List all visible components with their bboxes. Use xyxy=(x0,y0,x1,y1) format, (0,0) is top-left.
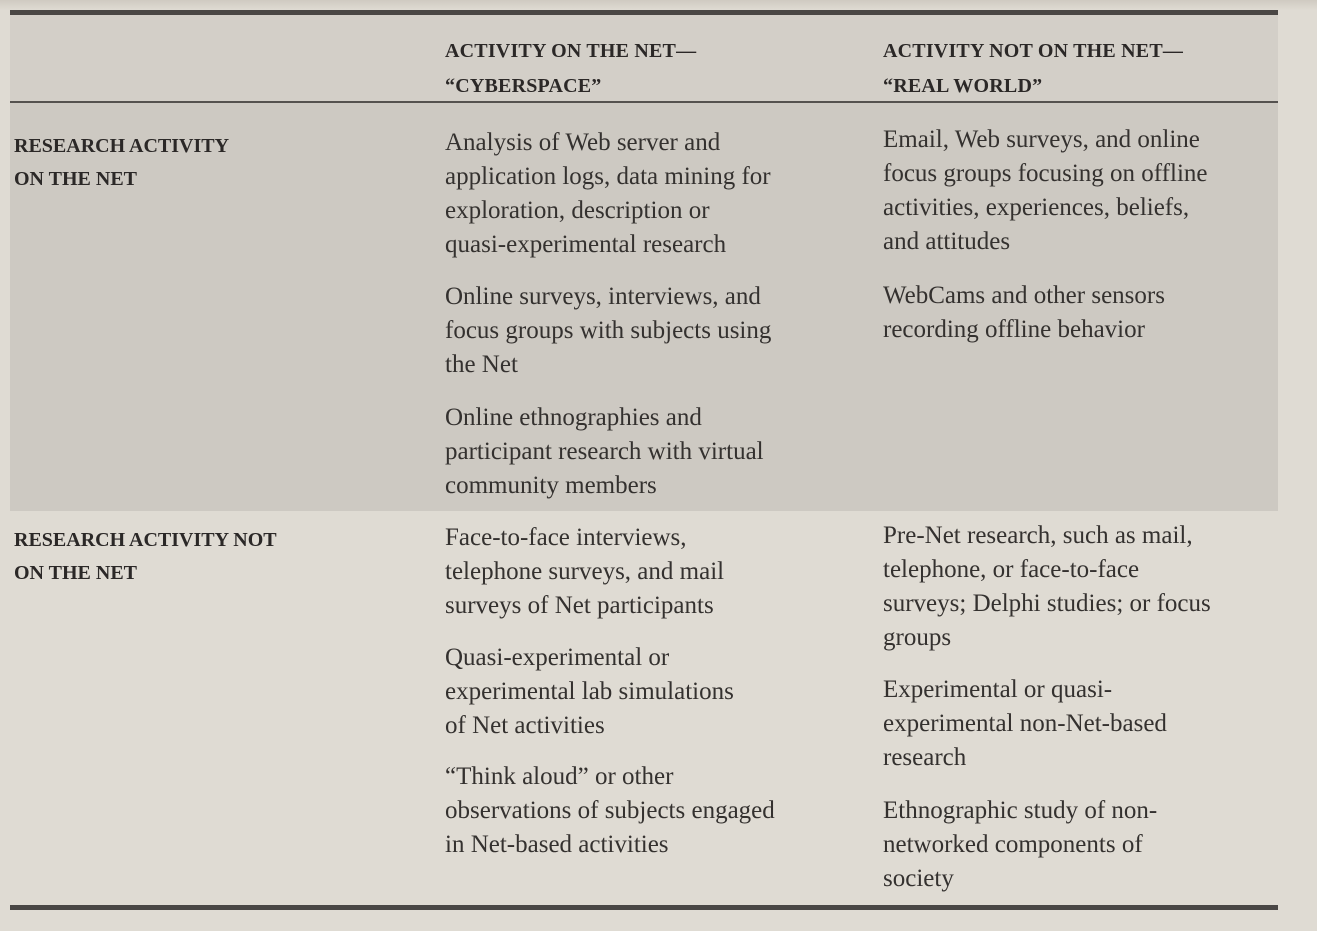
cell-not-on-net-cyberspace-3: “Think aloud” or other observations of subjects engaged in Net-based activities xyxy=(445,763,775,858)
cell-on-net-cyberspace-1: Analysis of Web server and application logs, data mining for exploration, description or quasi-experimental research xyxy=(445,129,771,258)
cell-not-on-net-real-world-1: Pre-Net research, such as mail, telephone, or face-to-face surveys; Delphi studies; or focus groups xyxy=(883,522,1211,651)
cell-not-on-net-cyberspace-2: Quasi-experimental or experimental lab simulations of Net activities xyxy=(445,644,734,739)
cell-on-net-cyberspace-3: Online ethnographies and participant research with virtual community members xyxy=(445,404,764,499)
cell-not-on-net-real-world-3: Ethnographic study of non- networked components of society xyxy=(883,797,1158,892)
table-bottom-rule xyxy=(10,905,1278,910)
cell-not-on-net-cyberspace-1: Face-to-face interviews, telephone surveys, and mail surveys of Net participants xyxy=(445,524,725,619)
row-header-not-on-net: RESEARCH ACTIVITY NOT ON THE NET xyxy=(14,529,277,584)
cell-on-net-real-world-1: Email, Web surveys, and online focus groups focusing on offline activities, experiences, beliefs, and attitudes xyxy=(883,126,1208,255)
row-header-on-net: RESEARCH ACTIVITY ON THE NET xyxy=(14,135,230,190)
page-top-edge xyxy=(0,0,1317,10)
column-header-cyberspace: ACTIVITY ON THE NET— “CYBERSPACE” xyxy=(445,40,697,97)
cell-on-net-real-world-2: WebCams and other sensors recording offline behavior xyxy=(883,282,1165,343)
cell-on-net-cyberspace-2: Online surveys, interviews, and focus groups with subjects using the Net xyxy=(445,283,772,378)
table-top-rule xyxy=(10,10,1278,15)
cell-not-on-net-real-world-2: Experimental or quasi- experimental non-Net-based research xyxy=(883,676,1167,771)
column-header-real-world: ACTIVITY NOT ON THE NET— “REAL WORLD” xyxy=(883,40,1184,97)
